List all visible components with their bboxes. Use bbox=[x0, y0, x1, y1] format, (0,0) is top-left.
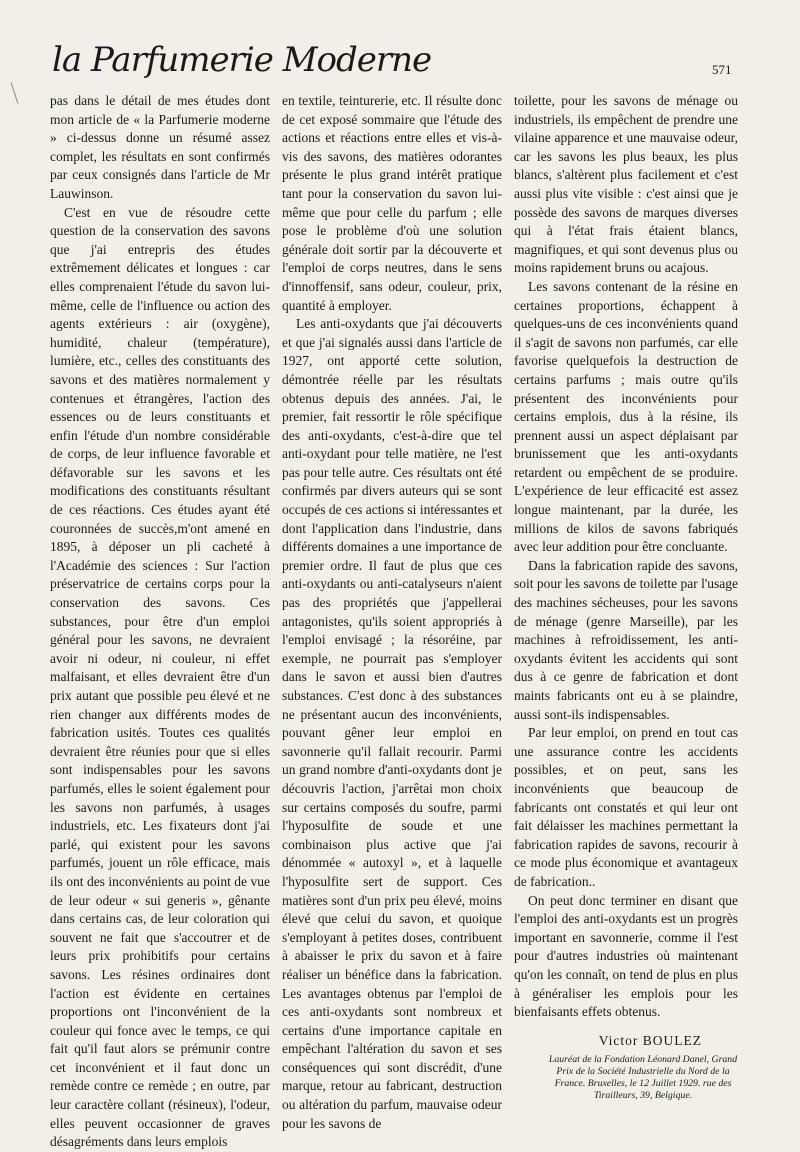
paragraph: pas dans le détail de mes études dont mon article de « la Parfumerie moderne » ci-dessus donne un résumé assez complet, les résultats en sont confirmés par ceux consignés dans l'article de Mr Lauwinson. bbox=[50, 93, 270, 201]
column-1 bbox=[50, 92, 270, 1152]
paragraph: Les savons contenant de la résine en certaines proportions, échappent à quelques-uns de ces inconvénients quand il s'agit de savons non parfumés, car elle favorise quelquefois la destruction de certains parfums ; mais outre qu'ils présentent des inconvénients pour certains emplois, dus à la résine, ils prennent aussi un aspect déplaisant par brunissement que les anti-oxydants retardent ou empêchent de se produire. L'expérience de leur efficacité est assez longue maintenant, par la durée, les millions de kilos de savons fabriqués avec leur addition pour être concluante. bbox=[514, 278, 738, 555]
paragraph: Dans la fabrication rapide des savons, soit pour les savons de toilette par l'usage des machines sécheuses, pour les savons de ménage (genre Marseille), par les machines à refroidissement, les anti-oxydants évitent les accidents qui sont dus à ce genre de fabrication et dont maints fabricants ont eu à se plaindre, aussi sont-ils indispensables. bbox=[514, 557, 739, 722]
paragraph: On peut donc terminer en disant que l'emploi des anti-oxydants est un progrès important en savonnerie, comme il l'est pour d'autres industries où maintenant qu'on les connaît, on tend de plus en plus à généraliser les emplois pour les bienfaisants effets obtenus. bbox=[514, 892, 738, 1020]
paragraph: Les anti-oxydants que j'ai découverts et que j'ai signalés aussi dans l'article de 1927, ont apporté cette solution, démontrée réelle par les résultats obtenus depuis des années. J'ai, le premier, fait ressortir le rôle spécifique des anti-oxydants, c'est-à-dire que tel anti-oxydant pour telle matière, ne l'est pas pour telle autre. Ces résultats ont été confirmés par divers auteurs qui se sont occupés de ces actions si intéressantes et dont l'application dans l'industrie, dans différents domaines a une importance de premier ordre. Il faut de plus que ces anti-oxydants ou anti-catalyseurs n'aient pas des propriétés que j'appellerai antagonistes, qu'ils soient appropriés à l'emploi envisagé ; la résoréine, par exemple, ne pourrait pas s'employer dans le savon et aussi bien d'autres substances. C'est donc à des substances ne présentant aucun des inconvénients, pouvant gêner leur emploi en savonnerie qu'il fallait recourir. Parmi un grand nombre d'anti-oxydants dont je découvris l'action, j'arrêtai mon choix sur certains composés du soufre, parmi l'hyposulfite de soude et une combinaison plus active que j'ai dénommée « autoxyl », et à laquelle l'hyposulfite sert de support. Ces matières sont d'un prix peu élevé, moins élevé que celui du savon, et quoique s'employant à petites doses, contribuent à abaisser le prix du savon et à faire réaliser un bénéfice dans la fabrication. Les avantages obtenus par l'emploi de ces anti-oxydants sont nombreux et certains d'une importance capitale en empêchant l'altération du savon et ses conséquences qui sont discrédit, d'une marque, retour au fabricant, destruction ou altération du parfum, mauvaise odeur pour les savons de bbox=[282, 316, 502, 1131]
column-3 bbox=[514, 92, 738, 1102]
author-signature: Victor BOULEZ bbox=[598, 1032, 702, 1048]
paragraph: toilette, pour les savons de ménage ou industriels, ils empêchent de prendre une vilaine apparence et une mauvaise odeur, car les savons les plus beaux, les plus blancs, s'altèrent plus facilement et c'est aussi plus vite visible : c'est ainsi que je possède des savons de marques diverses qui à l'état frais étaient blancs, magnifiques, et qui sont devenus plus ou moins rapidement bruns ou acajous. bbox=[514, 93, 738, 276]
journal-masthead: la Parfumerie Moderne bbox=[52, 40, 432, 80]
column-2 bbox=[282, 92, 502, 1133]
margin-mark bbox=[11, 82, 19, 103]
paragraph: Par leur emploi, on prend en tout cas une assurance contre les accidents possibles, et on peut, sans les inconvénients que beaucoup de fabricants ont constatés et qui leur ont fait délaisser les machines permettant la fabrication rapides de savons, recourir à ce mode plus économique et avantageux de fabrication.. bbox=[514, 725, 738, 889]
author-affiliation: Lauréat de la Fondation Léonard Danel, Grand Prix de la Société Industrielle du Nord de la France. Bruxelles, le 12 Juillet 1929. rue des Tirailleurs, 39, Belgique. bbox=[548, 1054, 738, 1102]
page-number: 571 bbox=[712, 62, 732, 77]
paragraph: C'est en vue de résoudre cette question de la conservation des savons que j'ai entrepris des études extrêmement délicates et longues : car elles comprenaient l'étude du savon lui-même, celle de l'influence ou action des agents extérieurs : air (oxygène), humidité, chaleur (température), lumière, etc., celles des constituants des savons et des matières normalement y contenues et étrangères, l'action des essences ou de leurs constituants et enfin l'étude d'un nombre considérable de corps, de leur influence favorable et défavorable sur les savons et les modifications des constituants résultant de ces réactions. Ces études ayant été couronnées de succès,m'ont amené en 1895, à déposer un pli cacheté à l'Académie des sciences : Sur l'action préservatrice de certains corps pour la conservation des savons. Ces substances, pour être d'un emploi général pour les savons, ne devraient avoir ni odeur, ni couleur, ni effet malfaisant, et elles devraient être d'un prix autant que possible peu élevé et ne rien changer aux différents modes de fabrication usités. Toutes ces qualités devraient être réunies pour que si elles sont indispensables pour les savons parfumés, elles le soient également pour les savons non parfumés, à usages industriels, etc. Les fixateurs dont j'ai parlé, qui existent pour les savons parfumés, jouent un rôle efficace, mais ils ont des inconvénients au point de vue de leur odeur « sui generis », gênante dans certains cas, de leur coloration qui souvent ne fait que s'accoutrer et de leurs prix prohibitifs pour certains savons. Les résines ordinaires dont l'action est évidente en certaines proportions ont l'inconvénient de la couleur qui fonce avec le temps, ce qui fait qu'il faut alors se prémunir contre cet inconvénient et il faut donc un remède contre ce remède ; en outre, par leur caractère collant (résineux), l'odeur, elles peuvent occasionner de graves désagréments dans leurs emplois bbox=[50, 204, 270, 1150]
paragraph: en textile, teinturerie, etc. Il résulte donc de cet exposé sommaire que l'étude des actions et réactions entre elles et vis-à-vis des savons, des matières odorantes présente le plus grand intérêt pratique tant pour la conservation du savon lui-même que pour celle du parfum ; elle pose le problème d'où une solution générale doit sortir par la découverte et l'emploi de corps neutres, dans le sens d'innoffensif, sans odeur, couleur, prix, quantité à employer. bbox=[282, 93, 502, 313]
